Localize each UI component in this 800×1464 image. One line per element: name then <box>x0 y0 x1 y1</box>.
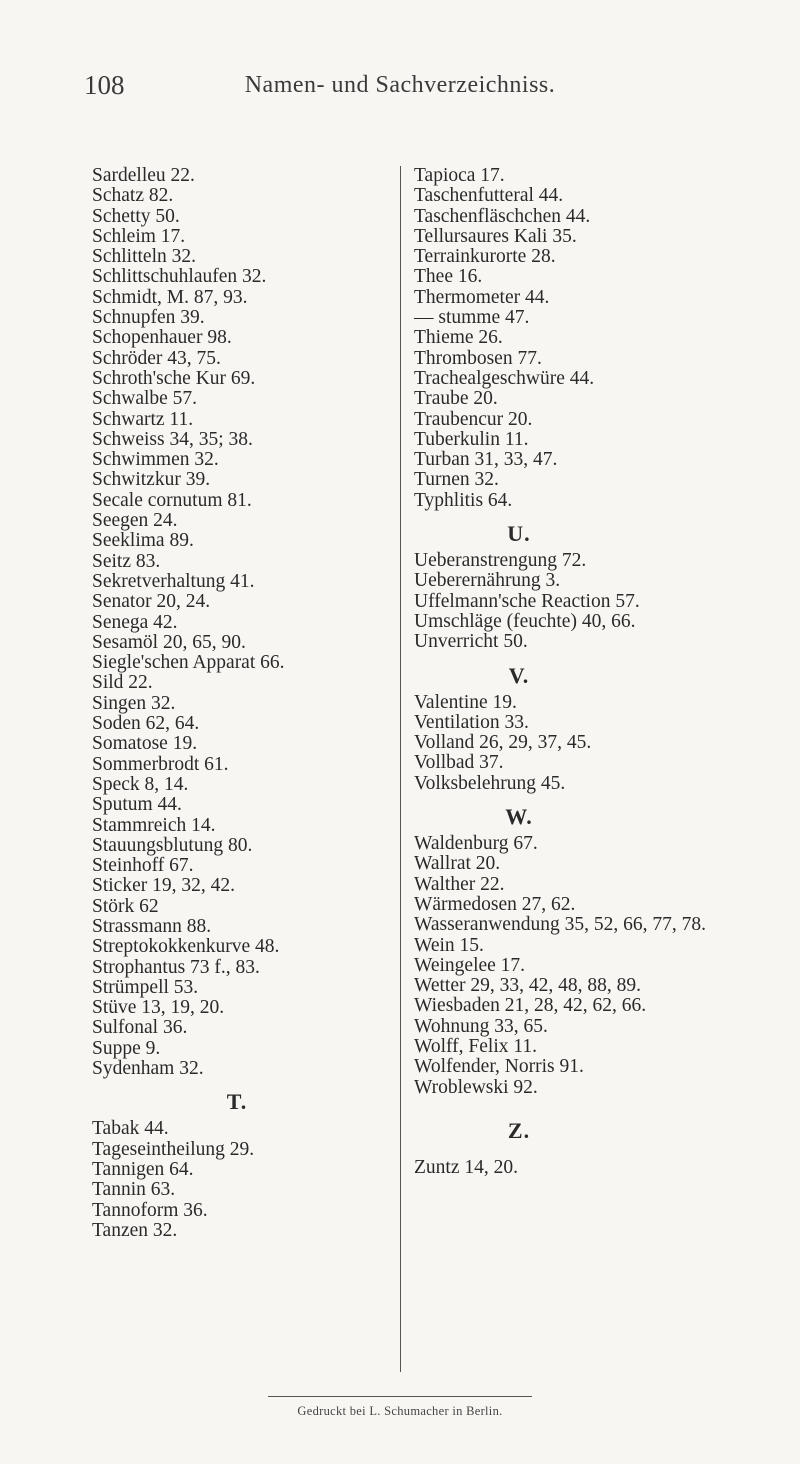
index-entry: Sommerbrodt 61. <box>92 753 229 775</box>
index-entry: Volland 26, 29, 37, 45. <box>414 732 592 754</box>
index-entry: Tannin 63. <box>92 1179 176 1201</box>
index-entry: Wolff, Felix 11. <box>414 1035 538 1057</box>
index-entry: Thieme 26. <box>414 327 503 349</box>
index-entry: Tannoform 36. <box>92 1199 208 1221</box>
page-number: 108 <box>84 70 125 100</box>
index-section-t <box>92 1079 392 1241</box>
index-entry: Wein 15. <box>414 934 484 956</box>
index-entry: Schwitzkur 39. <box>92 469 211 491</box>
index-section-w <box>414 794 794 1098</box>
index-entry: Siegle'schen Apparat 66. <box>92 652 285 674</box>
index-entry: Ventilation 33. <box>414 711 529 733</box>
index-entry: Taschenfläschchen 44. <box>414 205 591 227</box>
index-entry: Seeklima 89. <box>92 530 194 552</box>
index-entry: Tellursaures Kali 35. <box>414 225 577 247</box>
index-entry: Thee 16. <box>414 266 483 288</box>
index-entry: Waldenburg 67. <box>414 833 538 855</box>
index-entry: Schweiss 34, 35; 38. <box>92 428 253 450</box>
index-entry: Umschläge (feuchte) 40, 66. <box>414 610 636 632</box>
index-section-z <box>414 1098 794 1178</box>
index-entry: Thrombosen 77. <box>414 347 542 369</box>
index-entry: Schröder 43, 75. <box>92 347 221 369</box>
printer-imprint: Gedruckt bei L. Schumacher in Berlin. <box>297 1404 503 1418</box>
index-entry: Traube 20. <box>414 388 498 410</box>
index-entry: Volksbelehrung 45. <box>414 772 566 794</box>
index-entry: Stüve 13, 19, 20. <box>92 997 225 1019</box>
index-entry: Zuntz 14, 20. <box>414 1156 518 1178</box>
index-entry: Walther 22. <box>414 873 505 895</box>
index-entry: Valentine 19. <box>414 691 517 713</box>
index-entry: Secale cornutum 81. <box>92 489 252 511</box>
index-entry: Sekretverhaltung 41. <box>92 570 255 592</box>
index-entry: Schwartz 11. <box>92 408 194 430</box>
index-entry: Wolfender, Norris 91. <box>414 1056 584 1078</box>
index-entry: Ueberernährung 3. <box>414 570 561 592</box>
index-entry: Terrainkurorte 28. <box>414 246 556 268</box>
index-entry: Sesamöl 20, 65, 90. <box>92 631 246 653</box>
section-letter-v: V. <box>508 662 530 688</box>
index-entry: Schopenhauer 98. <box>92 327 232 349</box>
index-entry: Tanzen 32. <box>92 1219 178 1241</box>
index-entry: Tuberkulin 11. <box>414 428 529 450</box>
index-section-s <box>92 166 392 1079</box>
index-entry: Tabak 44. <box>92 1118 169 1140</box>
index-entry: Stammreich 14. <box>92 814 216 836</box>
index-entry: Sardelleu 22. <box>92 165 195 186</box>
index-entry: Schlitteln 32. <box>92 246 196 268</box>
index-entry: Strassmann 88. <box>92 915 212 937</box>
index-entry: Turban 31, 33, 47. <box>414 449 558 471</box>
section-letter-t: T. <box>226 1089 248 1115</box>
index-entry: Strümpell 53. <box>92 976 199 998</box>
index-entry: Schlittschuhlaufen 32. <box>92 266 267 288</box>
index-entry: Taschenfutteral 44. <box>414 185 564 207</box>
index-section-u <box>414 511 794 652</box>
section-letter-w: W. <box>505 804 533 830</box>
index-entry: Typhlitis 64. <box>414 489 513 511</box>
index-entry: Senator 20, 24. <box>92 591 211 613</box>
index-entry: Unverricht 50. <box>414 631 528 653</box>
index-entry: Wiesbaden 21, 28, 42, 62, 66. <box>414 995 647 1017</box>
index-entry: Wohnung 33, 65. <box>414 1015 548 1037</box>
index-entry: Sydenham 32. <box>92 1058 204 1080</box>
index-entry: Streptokokkenkurve 48. <box>92 936 280 958</box>
index-entry: Thermometer 44. <box>414 286 550 308</box>
index-entry: — stumme 47. <box>414 307 530 329</box>
index-entry: Schleim 17. <box>92 225 186 247</box>
index-entry: Wasseranwendung 35, 52, 66, 77, 78. <box>414 914 706 936</box>
index-entry: Wärmedosen 27, 62. <box>414 893 576 915</box>
index-entry: Störk 62 <box>92 895 159 917</box>
section-letter-u: U. <box>507 521 531 547</box>
footer-rule <box>268 1396 532 1397</box>
index-entry: Sputum 44. <box>92 794 182 816</box>
index-entry: Somatose 19. <box>92 733 198 755</box>
index-entry: Tageseintheilung 29. <box>92 1138 255 1160</box>
column-divider <box>400 166 401 1372</box>
index-column-left <box>92 166 392 1241</box>
index-entry: Tannigen 64. <box>92 1158 194 1180</box>
index-entry: Stauungsblutung 80. <box>92 834 253 856</box>
index-entry: Schetty 50. <box>92 205 180 227</box>
index-entry: Suppe 9. <box>92 1037 161 1059</box>
index-entry: Ueberanstrengung 72. <box>414 550 587 572</box>
index-entry: Seitz 83. <box>92 550 161 572</box>
index-section-v <box>414 653 794 794</box>
index-entry: Schroth'sche Kur 69. <box>92 367 256 389</box>
running-head: Namen- und Sachverzeichniss. <box>244 72 556 98</box>
index-entry: Traubencur 20. <box>414 408 533 430</box>
index-entry: Speck 8, 14. <box>92 773 189 795</box>
index-entry: Seegen 24. <box>92 510 178 532</box>
index-entry: Sticker 19, 32, 42. <box>92 875 235 897</box>
index-entry: Schmidt, M. 87, 93. <box>92 286 248 308</box>
index-entry: Vollbad 37. <box>414 752 504 774</box>
index-entry: Uffelmann'sche Reaction 57. <box>414 590 640 612</box>
index-entry: Steinhoff 67. <box>92 855 194 877</box>
index-entry: Trachealgeschwüre 44. <box>414 367 595 389</box>
index-entry: Wetter 29, 33, 42, 48, 88, 89. <box>414 975 641 997</box>
page-header <box>0 70 800 110</box>
index-entry: Schwimmen 32. <box>92 449 219 471</box>
index-entry: Soden 62, 64. <box>92 713 200 735</box>
index-section-t-cont <box>414 166 794 511</box>
index-entry: Wroblewski 92. <box>414 1076 538 1098</box>
index-entry: Tapioca 17. <box>414 165 505 186</box>
index-entry: Singen 32. <box>92 692 176 714</box>
index-entry: Schwalbe 57. <box>92 388 198 410</box>
index-entry: Sild 22. <box>92 672 153 694</box>
index-entry: Senega 42. <box>92 611 178 633</box>
section-letter-z: Z. <box>507 1117 531 1143</box>
index-entry: Strophantus 73 f., 83. <box>92 956 260 978</box>
index-column-right <box>414 166 794 1178</box>
index-entry: Turnen 32. <box>414 469 499 491</box>
index-entry: Sulfonal 36. <box>92 1017 188 1039</box>
index-entry: Schatz 82. <box>92 185 174 207</box>
index-entry: Wallrat 20. <box>414 853 501 875</box>
index-entry: Schnupfen 39. <box>92 307 205 329</box>
index-entry: Weingelee 17. <box>414 954 526 976</box>
